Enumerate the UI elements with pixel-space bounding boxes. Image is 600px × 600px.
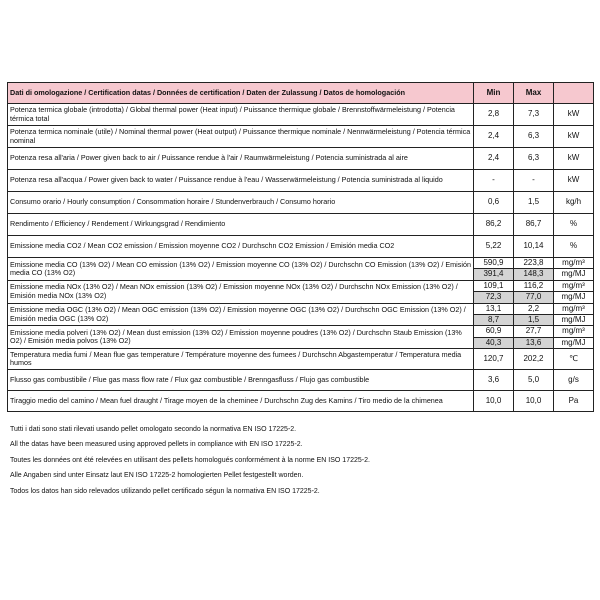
table-row <box>8 370 594 391</box>
row-label: Emissione media CO (13% O2) / Mean CO emission (13% O2) / Emission moyenne CO (13% O2) / Durchschn CO Emission (13% O2) / Emisión media CO (13% O2) <box>8 258 474 281</box>
row-max-mgm3: 116,2 <box>514 280 554 291</box>
row-label: Potenza termica globale (introdotta) / Global thermal power (Heat input) / Puissance thermique globale / Brennstoffwärmeleistung / Potencia térmica total <box>8 104 474 126</box>
row-label: Potenza termica nominale (utile) / Nominal thermal power (Heat output) / Puissance thermique nominale / Nennwärmeleistung / Potencia térmica nominal <box>8 126 474 148</box>
row-label: Emissione media NOx (13% O2) / Mean NOx emission (13% O2) / Emission moyenne NOx (13% O2) / Durchschn NOx Emission (13% O2) / Emisión media NOx (13% O2) <box>8 280 474 303</box>
row-max: 5,0 <box>514 370 554 391</box>
table-row <box>8 326 594 337</box>
table-row <box>8 303 594 314</box>
row-unit-mgm3: mg/m³ <box>554 303 594 314</box>
row-unit: kW <box>554 148 594 170</box>
header-label: Dati di omologazione / Certification datas / Données de certification / Daten der Zulassung / Datos de homologación <box>8 83 474 104</box>
row-min-mgm3: 60,9 <box>474 326 514 337</box>
row-unit-mgmj: mg/MJ <box>554 315 594 326</box>
row-max: 202,2 <box>514 349 554 370</box>
table-header-row <box>8 83 594 104</box>
row-min-mgmj: 391,4 <box>474 269 514 280</box>
row-min: 120,7 <box>474 349 514 370</box>
note-german: Alle Angaben sind unter Einsatz laut EN ISO 17225-2 homologierten Pellet festgestellt worden. <box>10 472 304 480</box>
row-unit-mgmj: mg/MJ <box>554 292 594 303</box>
row-unit-mgm3: mg/m³ <box>554 326 594 337</box>
row-max-mgmj: 77,0 <box>514 292 554 303</box>
row-min-mgmj: 72,3 <box>474 292 514 303</box>
row-unit: g/s <box>554 370 594 391</box>
row-unit-mgmj: mg/MJ <box>554 337 594 348</box>
row-label: Consumo orario / Hourly consumption / Consommation horaire / Stundenverbrauch / Consumo horario <box>8 192 474 214</box>
row-label: Potenza resa all'aria / Power given back to air / Puissance rendue à l'air / Raumwärmeleistung / Potencia suministrada al aire <box>8 148 474 170</box>
row-unit-mgm3: mg/m³ <box>554 280 594 291</box>
row-min: 2,4 <box>474 126 514 148</box>
row-unit: Pa <box>554 391 594 412</box>
certification-notes <box>10 426 590 503</box>
row-unit: % <box>554 236 594 258</box>
note-spanish: Todos los datos han sido relevados utilizando pellet certificado ségun la normativa EN ISO 17225-2. <box>10 487 320 495</box>
row-max: 1,5 <box>514 192 554 214</box>
table-row <box>8 214 594 236</box>
row-min-mgm3: 109,1 <box>474 280 514 291</box>
row-max: 6,3 <box>514 126 554 148</box>
row-max-mgmj: 13,6 <box>514 337 554 348</box>
row-unit-mgmj: mg/MJ <box>554 269 594 280</box>
note-italian: Tutti i dati sono stati rilevati usando pellet omologato secondo la normativa EN ISO 17225-2. <box>10 426 297 433</box>
table-row <box>8 236 594 258</box>
row-unit: kW <box>554 170 594 192</box>
row-max-mgmj: 148,3 <box>514 269 554 280</box>
row-label: Emissione media OGC (13% O2) / Mean OGC emission (13% O2) / Emission moyenne OGC (13% O2) / Durchschn OGC Emission (13% O2) / Emisión media OGC (13% O2) <box>8 303 474 326</box>
header-min: Min <box>474 83 514 104</box>
row-max-mgm3: 223,8 <box>514 258 554 269</box>
row-max: 6,3 <box>514 148 554 170</box>
table-row <box>8 391 594 412</box>
row-min: 2,4 <box>474 148 514 170</box>
row-label: Rendimento / Efficiency / Rendement / Wirkungsgrad / Rendimiento <box>8 214 474 236</box>
row-max-mgm3: 27,7 <box>514 326 554 337</box>
row-label: Potenza resa all'acqua / Power given back to water / Puissance rendue à l'eau / Wasserwärmeleistung / Potencia suministrada al liquido <box>8 170 474 192</box>
row-min: 3,6 <box>474 370 514 391</box>
row-min: 2,8 <box>474 104 514 126</box>
row-unit: kg/h <box>554 192 594 214</box>
row-max: 7,3 <box>514 104 554 126</box>
note-french: Toutes les données ont été relevées en utilisant des pellets homologués conformément à la norme EN ISO 17225-2. <box>10 456 370 464</box>
row-unit: ℃ <box>554 349 594 370</box>
row-label: Emissione media CO2 / Mean CO2 emission / Emission moyenne CO2 / Durchschn CO2 Emission / Emisión media CO2 <box>8 236 474 258</box>
table-row <box>8 104 594 126</box>
row-label: Tiraggio medio del camino / Mean fuel draught / Tirage moyen de la cheminee / Durchschn Zug des Kamins / Tiro medio de la chimenea <box>8 391 474 412</box>
header-unit <box>554 83 594 104</box>
row-max-mgmj: 1,5 <box>514 315 554 326</box>
row-label: Emissione media polveri (13% O2) / Mean dust emission (13% O2) / Emission moyenne poudres (13% O2) / Durchschn Staub Emission (13% O2) / Emisión media polvos (13% O2) <box>8 326 474 349</box>
row-max: 86,7 <box>514 214 554 236</box>
certification-table <box>7 82 594 412</box>
row-min: - <box>474 170 514 192</box>
table-row <box>8 349 594 370</box>
row-min: 10,0 <box>474 391 514 412</box>
table-row <box>8 126 594 148</box>
table-row <box>8 192 594 214</box>
row-label: Temperatura media fumi / Mean flue gas temperature / Température moyenne des fumees / Durchschn Abgastemperatur / Temperatura media humos <box>8 349 474 370</box>
row-max: 10,14 <box>514 236 554 258</box>
row-unit: kW <box>554 126 594 148</box>
header-max: Max <box>514 83 554 104</box>
row-label: Flusso gas combustibile / Flue gas mass flow rate / Flux gaz combustible / Brenngasfluss / Flujo gas combustible <box>8 370 474 391</box>
certification-sheet <box>7 82 593 412</box>
row-unit-mgm3: mg/m³ <box>554 258 594 269</box>
row-unit: % <box>554 214 594 236</box>
table-row <box>8 280 594 291</box>
note-english: All the datas have been measured using approved pellets in compliance with EN ISO 17225-2. <box>10 441 303 449</box>
row-min-mgm3: 590,9 <box>474 258 514 269</box>
row-min-mgm3: 13,1 <box>474 303 514 314</box>
row-unit: kW <box>554 104 594 126</box>
row-max: - <box>514 170 554 192</box>
table-row <box>8 148 594 170</box>
table-row <box>8 258 594 269</box>
row-min-mgmj: 40,3 <box>474 337 514 348</box>
table-row <box>8 170 594 192</box>
row-min: 86,2 <box>474 214 514 236</box>
row-min: 0,6 <box>474 192 514 214</box>
row-max-mgm3: 2,2 <box>514 303 554 314</box>
row-min-mgmj: 8,7 <box>474 315 514 326</box>
row-max: 10,0 <box>514 391 554 412</box>
row-min: 5,22 <box>474 236 514 258</box>
